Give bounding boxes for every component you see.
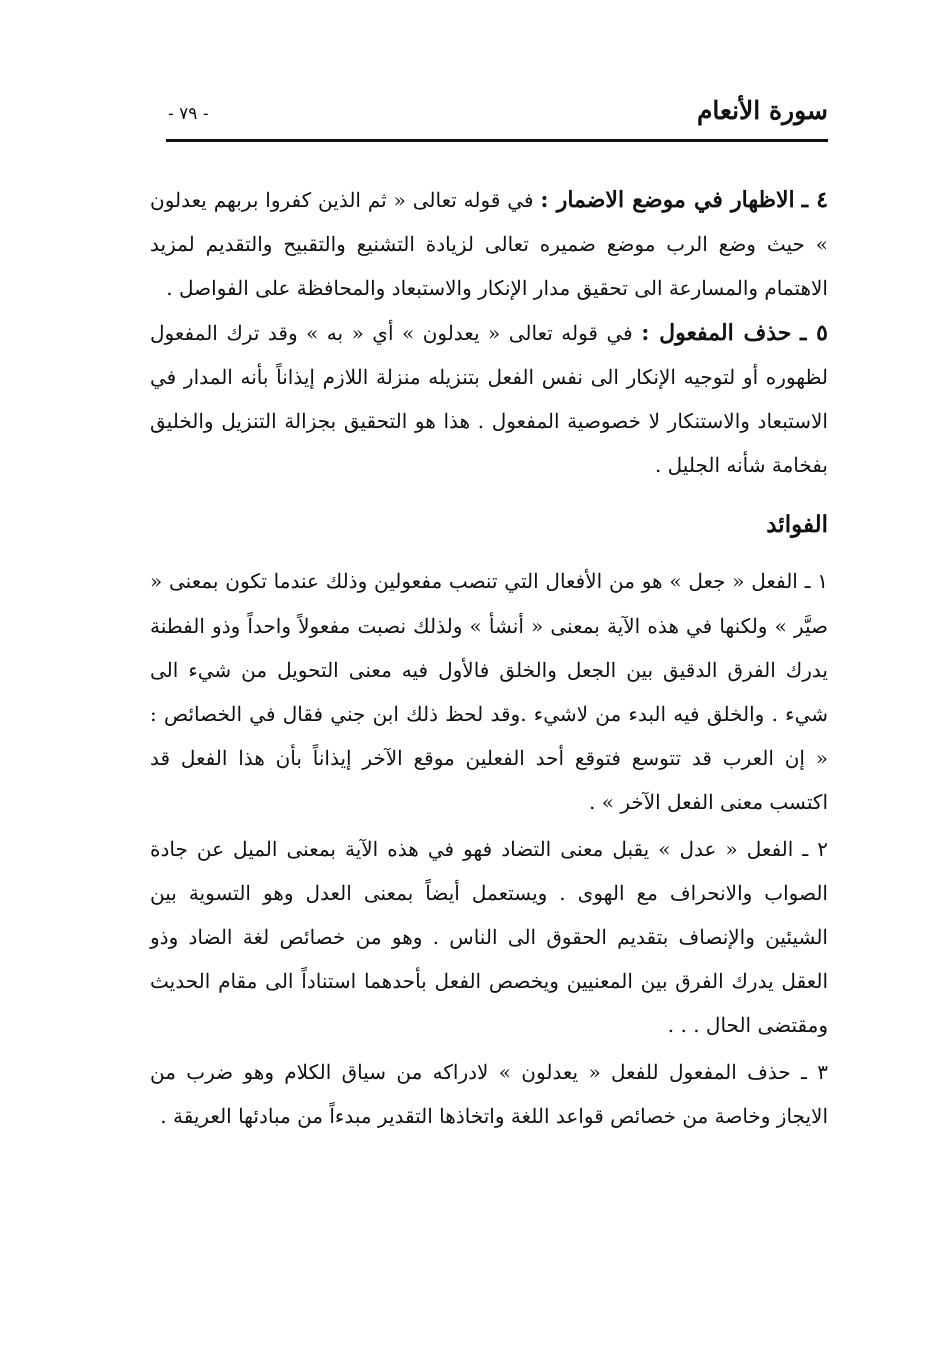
header-rule xyxy=(166,139,828,142)
item-number: ٥ ـ xyxy=(799,319,828,346)
page-body xyxy=(150,178,828,1138)
benefit-paragraph: ٣ ـ حذف المفعول للفعل « يعدلون » لادراكه من سياق الكلام وهو ضرب من الايجاز وخاصة من خصائص قواعد اللغة واتخاذها التقدير مبدءاً من مبادئها العريقة . xyxy=(150,1059,828,1128)
benefit-paragraph: ١ ـ الفعل « جعل » هو من الأفعال التي تنصب مفعولين وذلك عندما تكون بمعنى « صيَّر » ولكنها في هذه الآية بمعنى « أنشأ » ولذلك نصبت مفعولاً واحداً وذو الفطنة يدرك الفرق الدقيق بين الجعل والخلق فالأول فيه معنى التحويل من شيء الى شيء . والخلق فيه البدء من لاشيء .وقد لحظ ذلك ابن جني فقال في الخصائص : « إن العرب قد تتوسع فتوقع أحد الفعلين موقع الآخر إيذاناً بأن هذا الفعل قد اكتسب معنى الفعل الآخر » . xyxy=(150,569,828,815)
list-item xyxy=(150,311,828,488)
section-title: الفوائد xyxy=(766,511,828,539)
item-number: ٤ ـ xyxy=(801,187,829,213)
benefit-paragraph: ٢ ـ الفعل « عدل » يقبل معنى التضاد فهو في هذه الآية بمعنى الميل عن جادة الصواب والانحراف مع الهوى . ويستعمل أيضاً بمعنى العدل وهو التسوية بين الشيئين والإنصاف بتقديم الحقوق الى الناس . وهو من خصائص لغة الضاد وذو العقل يدرك الفرق بين المعنيين ويخصص الفعل بأحدهما استناداً الى مقام الحديث ومقتضى الحال . . . xyxy=(150,836,828,1038)
page-header xyxy=(166,92,828,138)
item-text: في قوله تعالى « ثم الذين كفروا بربهم يعدلون » حيث وضع الرب موضع ضميره تعالى لزيادة التشنيع والتقبيح والتقديم لمزيد الاهتمام والمسارعة الى تحقيق مدار الإنكار والاستبعاد والمحافظة على الفواصل . xyxy=(150,188,828,301)
item-heading: الاظهار في موضع الاضمار : xyxy=(540,187,795,213)
running-title: سورة الأنعام xyxy=(696,96,828,125)
page-number: - ٧٩ - xyxy=(168,104,209,124)
item-heading: حذف المفعول : xyxy=(641,319,792,346)
item-text: في قوله تعالى « يعدلون » أي « به » وقد ترك المفعول لظهوره أو لتوجيه الإنكار الى نفس الفعل بتنزيله منزلة اللازم إيذاناً بأنه المدار في الاستبعاد والاستنكار لا خصوصية المفعول . هذا هو التحقيق بجزالة التنزيل والخليق بفخامة شأنه الجليل . xyxy=(150,320,828,478)
list-item xyxy=(150,178,828,311)
